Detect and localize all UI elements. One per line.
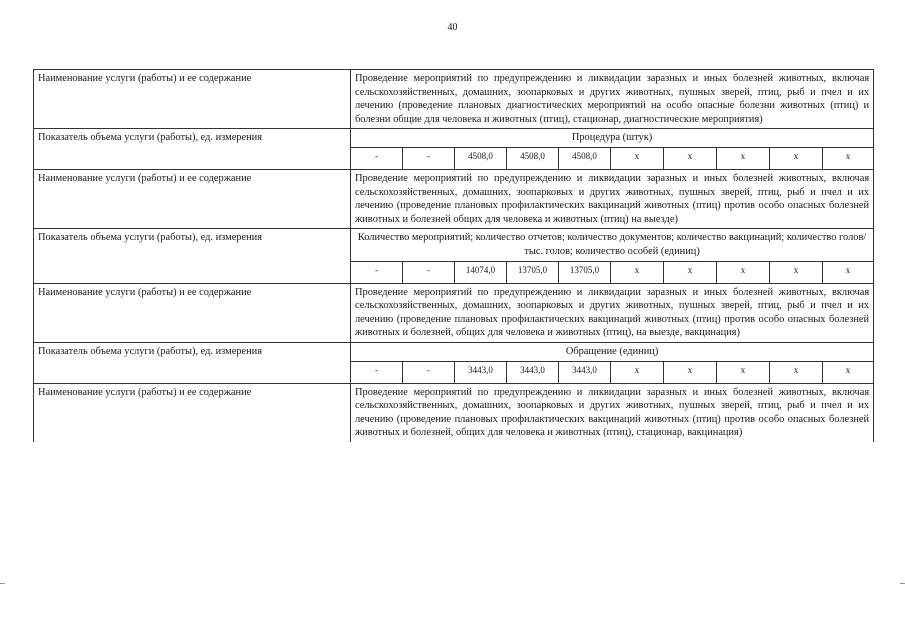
- volume-unit-text: Процедура (штук): [351, 129, 874, 148]
- volume-value: 4508,0: [559, 147, 611, 169]
- volume-value: -: [403, 361, 455, 383]
- volume-value: x: [664, 147, 717, 169]
- volume-value: -: [351, 147, 403, 169]
- volume-value: x: [823, 261, 874, 283]
- volume-value: 3443,0: [455, 361, 507, 383]
- volume-value: x: [770, 261, 823, 283]
- service-name-text: Проведение мероприятий по предупреждению и ликвидации заразных и иных болезней животных, включая сельскохозяйственных, домашних, зоопарковых и других животных, пушных зверей, птиц, рыб и пчел и их лечению (проведение плановых профилактических вакцинаций животных (птиц) против особо опасных болезней животных и болезней, общих для человека и животных (птиц), стационар, вакцинация): [351, 383, 874, 442]
- volume-indicator-row: [34, 129, 874, 148]
- volume-value: -: [403, 147, 455, 169]
- volume-value: 3443,0: [559, 361, 611, 383]
- volume-indicator-label: Показатель объема услуги (работы), ед. измерения: [34, 342, 351, 383]
- service-name-text: Проведение мероприятий по предупреждению и ликвидации заразных и иных болезней животных, включая сельскохозяйственных, домашних, зоопарковых и других животных, пушных зверей, птиц, рыб и пчел и их лечению (проведение плановых диагностических мероприятий на особо опасные болезни животных (птиц) и болезни общие для человека и животных (птиц), стационар, диагностические мероприятия): [351, 70, 874, 129]
- volume-indicator-row: [34, 342, 874, 361]
- volume-value: x: [717, 361, 770, 383]
- volume-value: -: [403, 261, 455, 283]
- volume-value: x: [717, 147, 770, 169]
- volume-value: -: [351, 261, 403, 283]
- volume-value: 13705,0: [559, 261, 611, 283]
- volume-indicator-label: Показатель объема услуги (работы), ед. измерения: [34, 129, 351, 170]
- volume-value: 14074,0: [455, 261, 507, 283]
- volume-value: x: [823, 361, 874, 383]
- volume-value: x: [664, 261, 717, 283]
- volume-value: x: [611, 147, 664, 169]
- volume-value: 13705,0: [507, 261, 559, 283]
- scan-edge-mark: [900, 583, 905, 584]
- volume-value: x: [770, 361, 823, 383]
- service-name-text: Проведение мероприятий по предупреждению и ликвидации заразных и иных болезней животных, включая сельскохозяйственных, домашних, зоопарковых и других животных, пушных зверей, птиц, рыб и пчел и их лечению (проведение плановых профилактических вакцинаций животных (птиц) против особо опасных болезней животных и болезней, общих для человека и животных (птиц), на выезде, вакцинация): [351, 283, 874, 342]
- page-number: 40: [447, 22, 458, 33]
- volume-value: x: [664, 361, 717, 383]
- volume-value: 3443,0: [507, 361, 559, 383]
- volume-value: x: [770, 147, 823, 169]
- service-name-row: [34, 283, 874, 342]
- service-name-label: Наименование услуги (работы) и ее содержание: [34, 70, 351, 129]
- service-name-row: [34, 169, 874, 228]
- volume-indicator-row: [34, 229, 874, 261]
- volume-value: -: [351, 361, 403, 383]
- volume-value: x: [823, 147, 874, 169]
- volume-value: x: [611, 261, 664, 283]
- service-name-text: Проведение мероприятий по предупреждению и ликвидации заразных и иных болезней животных, включая сельскохозяйственных, домашних, зоопарковых и других животных, пушных зверей, птиц, рыб и пчел и их лечению (проведение плановых профилактических вакцинаций животных (птиц) против особо опасных болезней животных и болезней общих для человека и животных (птиц) на выезде): [351, 169, 874, 228]
- service-name-label: Наименование услуги (работы) и ее содержание: [34, 169, 351, 228]
- volume-value: 4508,0: [507, 147, 559, 169]
- volume-unit-text: Количество мероприятий; количество отчетов; количество документов; количество вакцинаций; количество голов/тыс. голов; количество особей (единиц): [351, 229, 874, 261]
- volume-value: 4508,0: [455, 147, 507, 169]
- volume-value: x: [717, 261, 770, 283]
- service-name-row: [34, 383, 874, 442]
- service-name-row: [34, 70, 874, 129]
- volume-indicator-label: Показатель объема услуги (работы), ед. измерения: [34, 229, 351, 283]
- volume-unit-text: Обращение (единиц): [351, 342, 874, 361]
- services-table: [33, 69, 874, 442]
- service-name-label: Наименование услуги (работы) и ее содержание: [34, 383, 351, 442]
- volume-value: x: [611, 361, 664, 383]
- scan-edge-mark: [0, 583, 5, 584]
- service-name-label: Наименование услуги (работы) и ее содержание: [34, 283, 351, 342]
